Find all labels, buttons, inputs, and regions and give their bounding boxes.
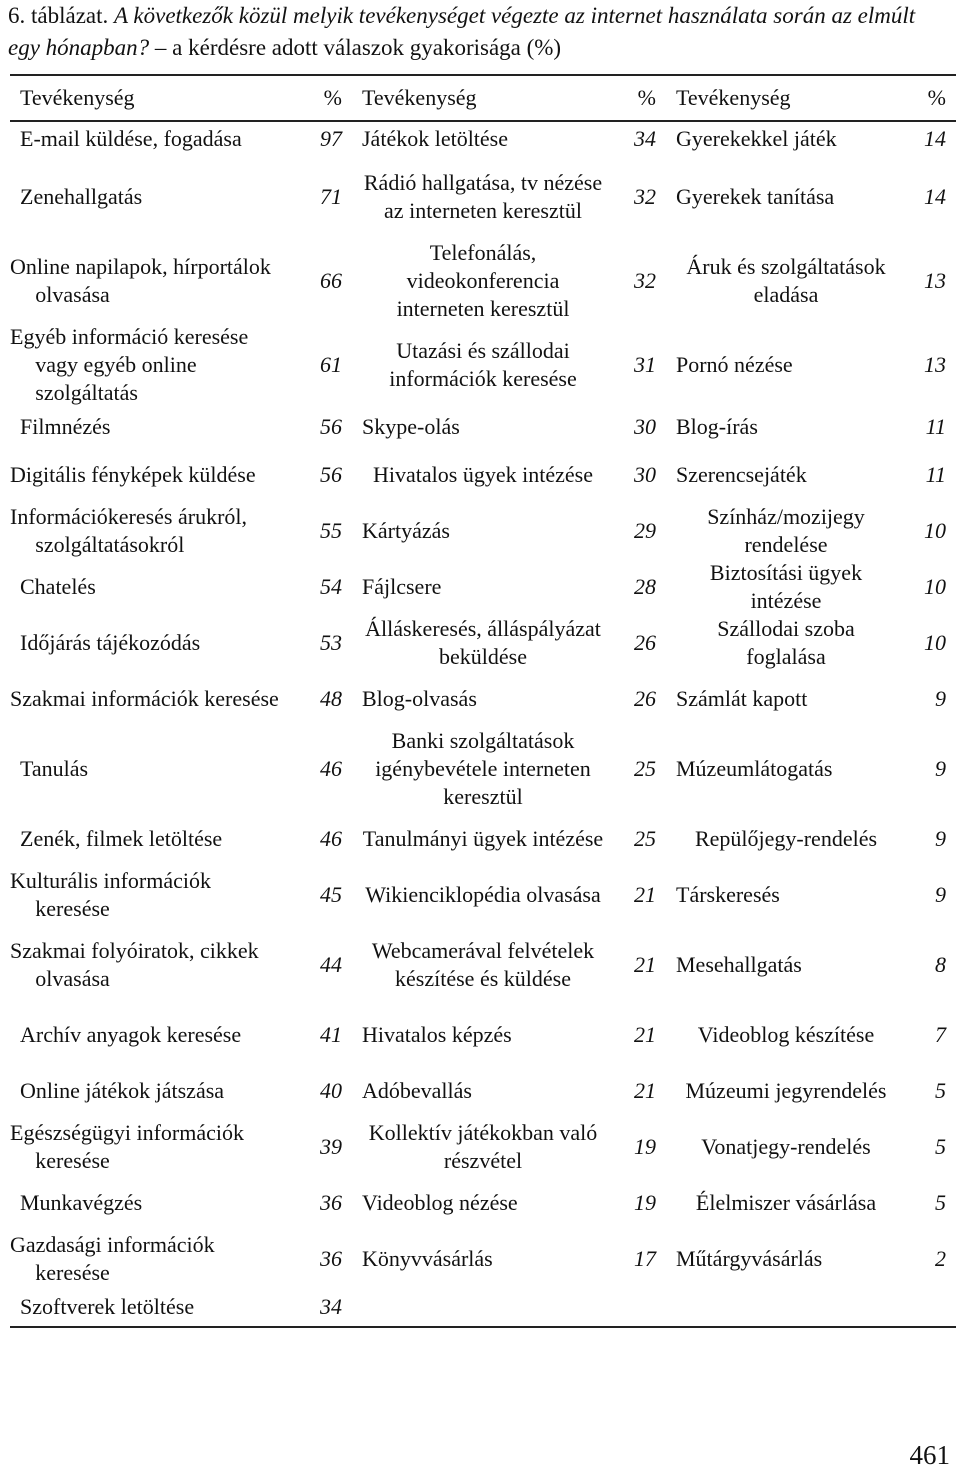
activity-cell: Múzeumlátogatás <box>676 756 833 781</box>
activity-cell <box>352 1287 614 1327</box>
caption-note: – a kérdésre adott válaszok gyakorisága (%) <box>149 35 562 60</box>
percent-cell: 55 <box>320 518 342 543</box>
percent-cell: 10 <box>924 574 946 599</box>
percent-cell: 9 <box>935 882 946 907</box>
percent-cell: 14 <box>924 184 946 209</box>
activity-cell: Zenehallgatás <box>20 184 143 209</box>
table-caption <box>8 0 948 64</box>
percent-cell: 61 <box>320 352 342 377</box>
percent-cell: 21 <box>634 1022 656 1047</box>
activity-cell: Szállodai szoba foglalása <box>717 616 855 669</box>
percent-cell: 21 <box>634 952 656 977</box>
percent-cell: 53 <box>320 630 342 655</box>
percent-cell: 11 <box>925 414 946 439</box>
activity-cell: Múzeumi jegyrendelés <box>685 1078 887 1103</box>
activity-cell: Blog-írás <box>676 414 758 439</box>
activity-cell: Chatelés <box>20 574 96 599</box>
activity-cell: Könyvvásárlás <box>362 1246 493 1271</box>
activity-cell: Adóbevallás <box>362 1078 472 1103</box>
activity-cell: Archív anyagok keresése <box>20 1022 242 1047</box>
percent-cell: 48 <box>320 686 342 711</box>
activity-cell: Online napilapok, hírportálok olvasása <box>10 254 271 307</box>
activity-cell: Mesehallgatás <box>676 952 802 977</box>
percent-cell: 54 <box>320 574 342 599</box>
percent-cell: 56 <box>320 414 342 439</box>
table-row <box>10 1287 956 1327</box>
activity-cell: E-mail küldése, fogadása <box>20 125 242 151</box>
activity-cell: Blog-olvasás <box>362 686 477 711</box>
table-row <box>10 1063 956 1119</box>
percent-cell: 40 <box>320 1078 342 1103</box>
table-body <box>10 121 956 1327</box>
header-percent-3: % <box>906 75 956 121</box>
activity-cell: Hivatalos ügyek intézése <box>373 462 593 487</box>
percent-cell: 32 <box>634 184 656 209</box>
activity-cell: Gazdasági információk keresése <box>10 1232 215 1285</box>
percent-cell: 19 <box>634 1190 656 1215</box>
activity-cell: Időjárás tájékozódás <box>20 630 201 655</box>
table-row <box>10 923 956 1007</box>
percent-cell: 34 <box>300 1287 352 1327</box>
percent-cell: 5 <box>935 1078 946 1103</box>
activity-cell: Egészségügyi információk keresése <box>10 1120 244 1173</box>
page-number: 461 <box>909 1440 950 1470</box>
activity-cell: Webcamerával felvételek készítése és küldése <box>371 938 595 991</box>
activity-cell: Gyerekek tanítása <box>676 184 835 209</box>
percent-cell: 5 <box>935 1190 946 1215</box>
activity-cell: Szakmai folyóiratok, cikkek olvasása <box>10 938 259 991</box>
activity-cell: Szerencsejáték <box>676 462 807 487</box>
percent-cell: 36 <box>320 1246 342 1271</box>
activity-cell: Vonatjegy-rendelés <box>701 1134 871 1159</box>
table-row <box>10 447 956 503</box>
percent-cell: 13 <box>924 352 946 377</box>
activity-cell: Utazási és szállodai információk keresése <box>389 338 577 391</box>
table-row <box>10 1007 956 1063</box>
activity-cell: Műtárgyvásárlás <box>676 1246 823 1271</box>
activity-cell: Zenék, filmek letöltése <box>20 826 223 851</box>
activity-cell: Repülőjegy-rendelés <box>694 826 878 851</box>
table-row <box>10 727 956 811</box>
percent-cell: 97 <box>320 125 342 151</box>
activity-cell: Tanulás <box>20 756 89 781</box>
percent-cell: 21 <box>634 882 656 907</box>
table-row <box>10 615 956 671</box>
header-percent-2: % <box>614 75 666 121</box>
header-percent-1: % <box>300 75 352 121</box>
percent-cell: 36 <box>320 1190 342 1215</box>
percent-cell: 19 <box>634 1134 656 1159</box>
percent-cell: 34 <box>634 125 656 151</box>
activity-cell: Szakmai információk keresése <box>10 686 279 711</box>
table-row <box>10 155 956 239</box>
table-row <box>10 1231 956 1287</box>
percent-cell: 9 <box>935 826 946 851</box>
activity-cell: Áruk és szolgáltatások eladása <box>686 254 886 307</box>
activity-cell: Banki szolgáltatások igénybevétele interneten keresztül <box>375 728 591 809</box>
activity-cell: Biztosítási ügyek intézése <box>709 560 863 613</box>
activity-cell: Wikienciklopédia olvasása <box>365 882 601 907</box>
activity-cell: Kulturális információk keresése <box>10 868 212 921</box>
table-row <box>10 121 956 155</box>
percent-cell: 66 <box>320 268 342 293</box>
activity-cell: Telefonálás, videokonferencia interneten keresztül <box>396 240 570 321</box>
percent-cell: 2 <box>935 1246 946 1271</box>
percent-cell <box>906 1287 956 1327</box>
percent-cell: 10 <box>924 518 946 543</box>
activity-cell: Videoblog készítése <box>697 1022 875 1047</box>
percent-cell: 44 <box>320 952 342 977</box>
activity-cell: Munkavégzés <box>20 1190 143 1215</box>
caption-label: 6. táblázat. <box>8 3 109 28</box>
activity-cell: Információkeresés árukról, szolgáltatásokról <box>10 504 248 557</box>
percent-cell: 10 <box>924 630 946 655</box>
header-activity-1: Tevékenység <box>10 75 300 121</box>
activity-cell: Digitális fényképek küldése <box>10 462 256 487</box>
activity-cell: Pornó nézése <box>676 352 793 377</box>
percent-cell: 41 <box>320 1022 342 1047</box>
percent-cell: 5 <box>935 1134 946 1159</box>
activity-cell: Skype-olás <box>362 414 460 439</box>
percent-cell: 13 <box>924 268 946 293</box>
percent-cell: 14 <box>924 125 946 151</box>
activity-cell: Szoftverek letöltése <box>10 1287 300 1327</box>
percent-cell: 25 <box>634 756 656 781</box>
table-row <box>10 559 956 615</box>
activity-cell: Rádió hallgatása, tv nézése az interneten keresztül <box>363 170 603 223</box>
table-row <box>10 239 956 323</box>
activity-cell: Gyerekekkel játék <box>676 125 837 151</box>
activity-cell: Élelmiszer vásárlása <box>695 1190 877 1215</box>
activity-cell: Játékok letöltése <box>362 125 509 151</box>
percent-cell: 21 <box>634 1078 656 1103</box>
activity-cell: Tanulmányi ügyek intézése <box>362 826 604 851</box>
table-row <box>10 1119 956 1175</box>
percent-cell: 28 <box>634 574 656 599</box>
activity-cell: Egyéb információ keresése vagy egyéb online szolgáltatás <box>10 324 249 405</box>
percent-cell: 11 <box>925 462 946 487</box>
percent-cell: 26 <box>634 630 656 655</box>
percent-cell: 39 <box>320 1134 342 1159</box>
activity-cell: Online játékok játszása <box>20 1078 225 1103</box>
percent-cell: 31 <box>634 352 656 377</box>
table-row <box>10 867 956 923</box>
activity-table <box>10 74 956 1328</box>
percent-cell: 71 <box>320 184 342 209</box>
percent-cell: 30 <box>634 462 656 487</box>
percent-cell: 17 <box>634 1246 656 1271</box>
table-header-row <box>10 75 956 121</box>
percent-cell: 46 <box>320 826 342 851</box>
header-activity-3: Tevékenység <box>666 75 906 121</box>
percent-cell <box>614 1287 666 1327</box>
caption-title: A következők közül melyik tevékenységet végezte az internet használata során az elmúlt egy hónapban? <box>8 3 916 60</box>
percent-cell: 26 <box>634 686 656 711</box>
percent-cell: 56 <box>320 462 342 487</box>
percent-cell: 30 <box>634 414 656 439</box>
activity-cell: Színház/mozijegy rendelése <box>707 504 865 557</box>
percent-cell: 29 <box>634 518 656 543</box>
table-row <box>10 323 956 407</box>
table-row <box>10 671 956 727</box>
activity-cell: Fájlcsere <box>362 574 442 599</box>
activity-cell: Álláskeresés, álláspályázat beküldése <box>365 616 601 669</box>
percent-cell: 7 <box>935 1022 946 1047</box>
percent-cell: 8 <box>935 952 946 977</box>
table-row <box>10 503 956 559</box>
table-row <box>10 1175 956 1231</box>
percent-cell: 25 <box>634 826 656 851</box>
activity-cell: Videoblog nézése <box>362 1190 518 1215</box>
table-row <box>10 407 956 447</box>
percent-cell: 9 <box>935 686 946 711</box>
activity-cell: Társkeresés <box>676 882 780 907</box>
activity-cell: Kollektív játékokban való részvétel <box>368 1120 598 1173</box>
percent-cell: 45 <box>320 882 342 907</box>
percent-cell: 9 <box>935 756 946 781</box>
activity-cell <box>666 1287 906 1327</box>
activity-cell: Kártyázás <box>362 518 450 543</box>
activity-cell: Filmnézés <box>20 414 111 439</box>
activity-cell: Hivatalos képzés <box>362 1022 512 1047</box>
table-row <box>10 811 956 867</box>
header-activity-2: Tevékenység <box>352 75 614 121</box>
percent-cell: 46 <box>320 756 342 781</box>
percent-cell: 32 <box>634 268 656 293</box>
activity-cell: Számlát kapott <box>676 686 808 711</box>
